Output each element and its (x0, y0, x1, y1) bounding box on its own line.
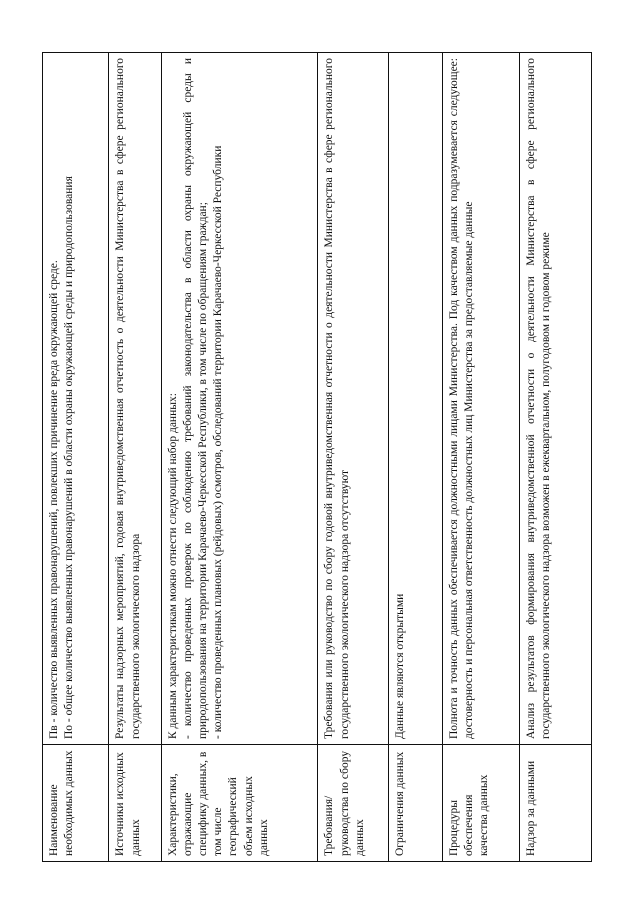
content-line: Анализ результатов формирования внутриведомственной отчетности о деятельности Министерства в сфере регионального государственного экологического надзора возможен в ежеквартальном, полугодовом и годовом режиме (524, 58, 552, 739)
row-label: Наименование необходимых данных (43, 745, 109, 862)
table-row (43, 53, 109, 862)
content-line: По - общее количество выявленных правонарушений в области охраны окружающей среды и природопользования (63, 176, 76, 739)
table-body (43, 53, 592, 862)
content-line: Данные являются открытыми (393, 593, 406, 739)
table-row (318, 53, 388, 862)
rotated-table-container (42, 52, 592, 862)
row-label: Требования/руководства по сбору данных (318, 745, 388, 862)
indicator-data-table (42, 52, 592, 862)
table-row (109, 53, 161, 862)
row-label: Процедуры обеспечения качества данных (443, 745, 519, 862)
row-content (109, 53, 161, 745)
content-line: К данным характеристикам можно отнести следующий набор данных: (166, 393, 179, 739)
row-label: Надзор за данными (519, 745, 591, 862)
row-label: Источники исходных данных (109, 745, 161, 862)
table-row (161, 53, 318, 862)
content-line: - количество проведенных плановых (рейдовых) осмотров, обследований территории Карачаево-Черкесской Республики (212, 145, 225, 739)
row-label: Ограничения данных (388, 745, 442, 862)
row-content (388, 53, 442, 745)
content-line: - количество проведенных проверок по соблюдению требований законодательства в области охраны окружающей среды и природопользования на территории Карачаево-Черкесской Республики, в том числе по обращениям граждан; (181, 58, 209, 739)
table-row (443, 53, 519, 862)
table-row (519, 53, 591, 862)
row-content (161, 53, 318, 745)
content-line: Результаты надзорных мероприятий, годовая внутриведомственная отчетность о деятельности Министерства в сфере регионального государственного экологического надзора (114, 58, 142, 739)
row-content (43, 53, 109, 745)
table-row (388, 53, 442, 862)
row-label: Характеристики, отражающие специфику данных, в том числе географический объем исходных данных (161, 745, 318, 862)
content-line: Требования или руководство по сбору годовой внутриведомственная отчетности о деятельности Министерства в сфере регионального государственного экологического надзора отсутствуют (323, 58, 351, 739)
content-line: Полнота и точность данных обеспечивается должностными лицами Министерства. Под качеством данных подразумевается следующее: достоверность и персональная ответственность должностных лиц Министерства за предоставляемые данные (448, 58, 476, 739)
row-content (443, 53, 519, 745)
row-content (318, 53, 388, 745)
content-line: Пв - количество выявленных правонарушений, повлекших причинение вреда окружающей среде. (48, 260, 60, 739)
row-content (519, 53, 591, 745)
